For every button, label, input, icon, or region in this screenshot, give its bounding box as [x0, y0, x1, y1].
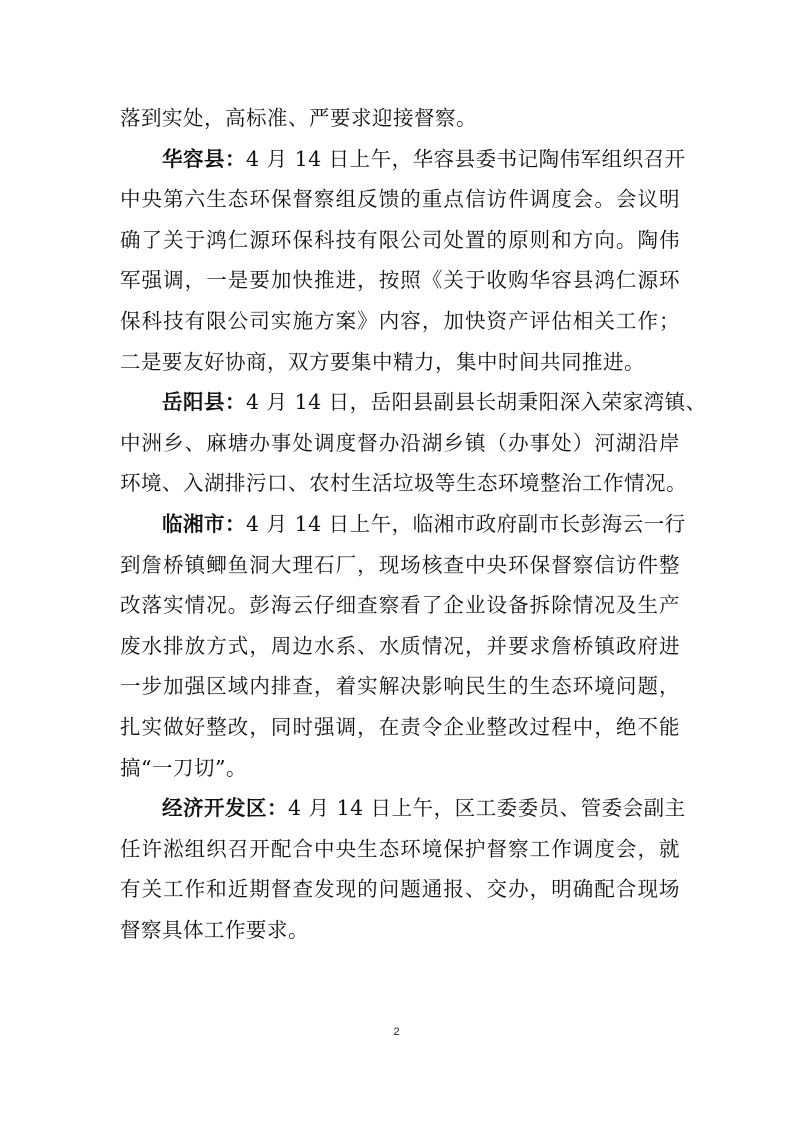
- text-line: 确了关于鸿仁源环保科技有限公司处置的原则和方向。陶伟: [120, 227, 680, 252]
- city-label: 临湘市：: [162, 511, 246, 536]
- paragraph-development-zone: [120, 788, 686, 829]
- text-line: 改落实情况。彭海云仔细查察看了企业设备拆除情况及生产: [120, 593, 680, 618]
- text-line: 军强调，一是要加快推进，按照《关于收购华容县鸿仁源环: [120, 268, 680, 293]
- text-line: 落到实处，高标准、严要求迎接督察。: [120, 106, 477, 130]
- page-number: 2: [393, 1026, 400, 1038]
- text-line: 搞“一刀切”。: [120, 755, 247, 780]
- text-line: 中洲乡、麻塘办事处调度督办沿湖乡镇（办事处）河湖沿岸: [120, 430, 680, 455]
- text-line: 保科技有限公司实施方案》内容，加快资产评估相关工作；: [120, 308, 680, 333]
- county-label: 岳阳县：: [162, 390, 246, 415]
- paragraph-linxiang: [120, 504, 686, 545]
- document-body: [120, 98, 707, 950]
- text-line: 4 月 14 日上午，区工委委员、管委会副主: [288, 796, 686, 821]
- text-line: 一步加强区域内排查，着实解决影响民生的生态环境问题，: [120, 674, 680, 699]
- zone-label: 经济开发区：: [162, 796, 288, 821]
- text-line: 中央第六生态环保督察组反馈的重点信访件调度会。会议明: [120, 187, 680, 212]
- paragraph-continuation: [120, 98, 680, 139]
- text-line: 有关工作和近期督查发现的问题通报、交办，明确配合现场: [120, 877, 680, 902]
- text-line: 4 月 14 日，岳阳县副县长胡秉阳深入荣家湾镇、: [246, 390, 707, 415]
- county-label: 华容县：: [162, 146, 246, 171]
- text-line: 扎实做好整改，同时强调，在责令企业整改过程中，绝不能: [120, 714, 680, 739]
- paragraph-yueyang: [120, 382, 707, 423]
- text-line: 废水排放方式，周边水系、水质情况，并要求詹桥镇政府进: [120, 633, 680, 658]
- text-line: 督察具体工作要求。: [120, 917, 309, 942]
- text-line: 4 月 14 日上午，华容县委书记陶伟军组织召开: [246, 146, 686, 171]
- text-line: 4 月 14 日上午，临湘市政府副市长彭海云一行: [246, 511, 686, 536]
- text-line: 环境、入湖排污口、农村生活垃圾等生态环境整治工作情况。: [120, 471, 687, 496]
- text-line: 二是要友好协商，双方要集中精力，集中时间共同推进。: [120, 349, 645, 374]
- text-line: 到詹桥镇鲫鱼洞大理石厂，现场核查中央环保督察信访件整: [120, 552, 680, 577]
- text-line: 任许淞组织召开配合中央生态环境保护督察工作调度会，就: [120, 836, 680, 861]
- paragraph-huarong: [120, 139, 686, 180]
